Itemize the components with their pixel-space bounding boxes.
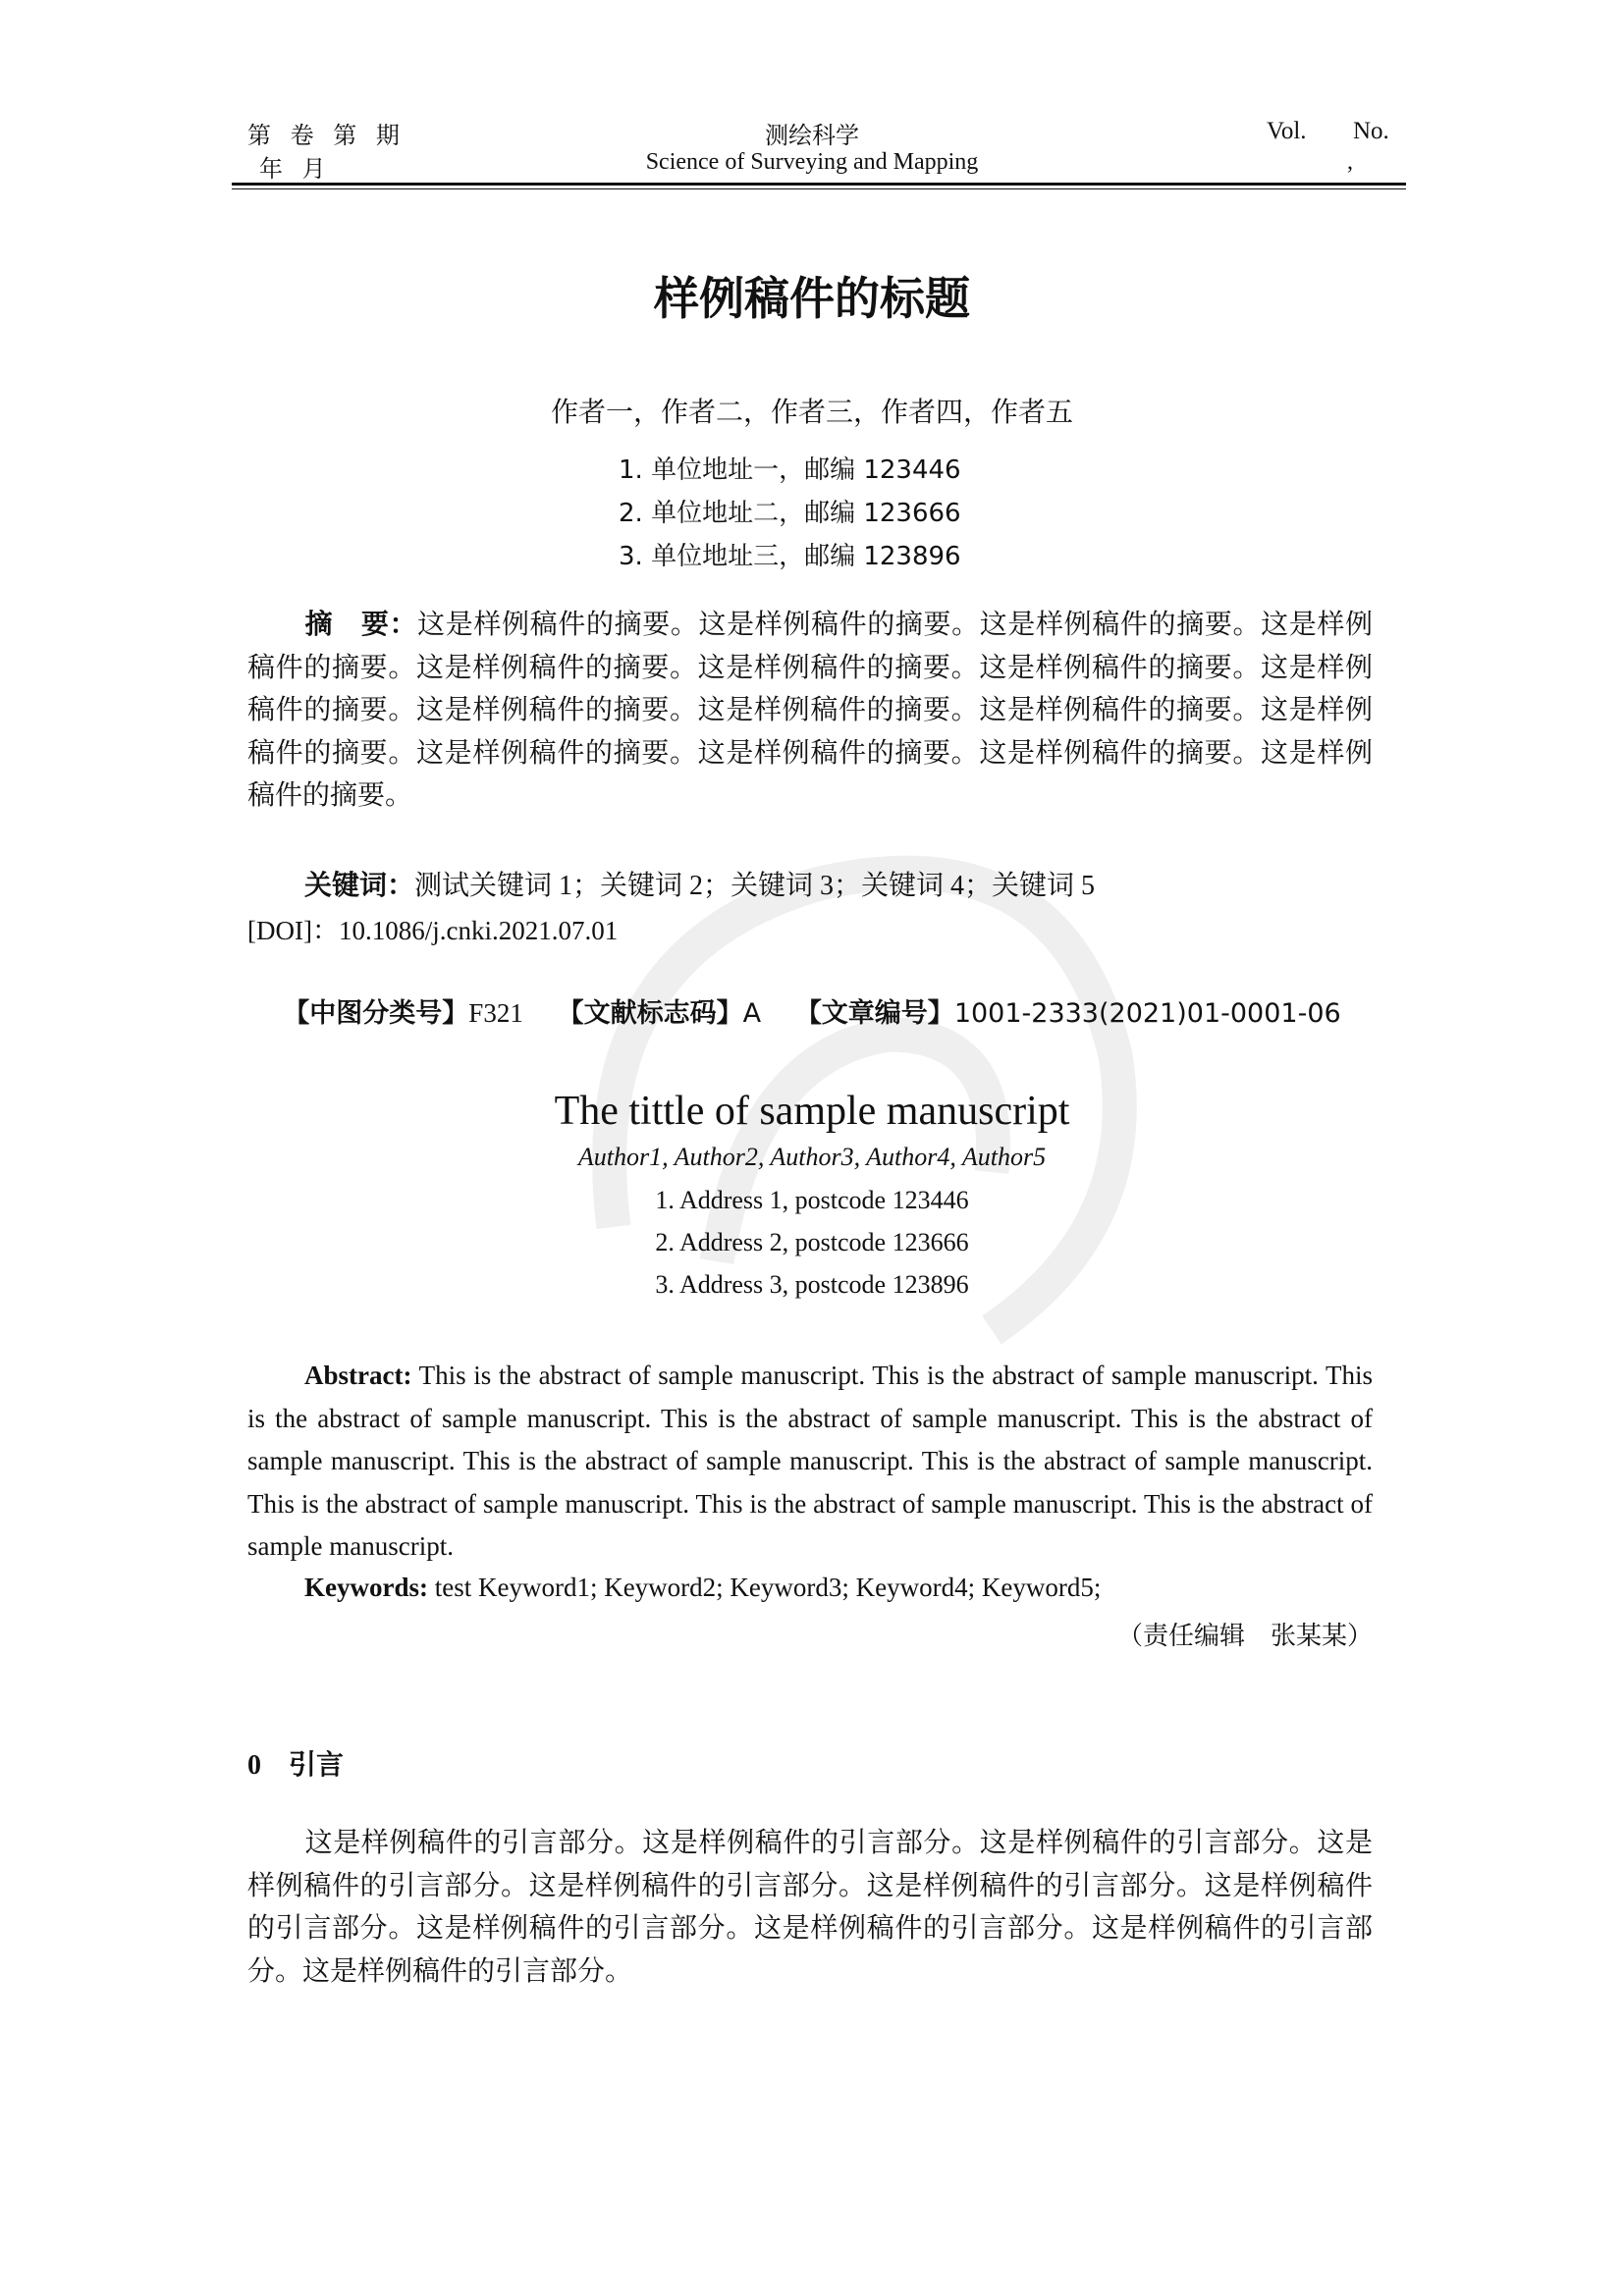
doc-code-value: A [742,998,762,1029]
section-body-text: 这是样例稿件的引言部分。这是样例稿件的引言部分。这是样例稿件的引言部分。这是样例稿件的引言部分。这是样例稿件的引言部分。这是样例稿件的引言部分。这是样例稿件的引言部分。这是样例稿件的引言部分。这是样例稿件的引言部分。这是样例稿件的引言部分。这是样例稿件的引言部分。 [247,1828,1373,1987]
article-no-label: 【文章编号】 [794,998,954,1029]
header-rule-thin [232,188,1406,189]
header-journal-en: Science of Surveying and Mapping [645,149,979,175]
doc-code-label: 【文献标志码】 [557,998,743,1029]
doi-line [247,909,618,947]
keywords-en-text: test Keyword1; Keyword2; Keyword3; Keyword4; Keyword5; [427,1573,1102,1602]
header-no: No. [1353,118,1389,144]
header-issue-line1: 第 卷 第 期 [247,122,406,149]
section-number: 0 [247,1750,261,1781]
classification-line [0,991,1624,1030]
clc-value: F321 [468,998,523,1028]
keywords-cn-label: 关键词： [304,869,415,901]
keywords-en [304,1573,1101,1603]
header-issue-line2: 年 月 [259,155,332,183]
doi-text: ：10.1086/j.cnki.2021.07.01 [311,916,619,945]
abstract-en [247,1355,1373,1569]
article-no-value: 1001-2333(2021)01-0001-06 [953,998,1341,1029]
header-rule-thick [232,183,1406,186]
abstract-cn [247,603,1373,818]
header-journal-cn: 测绘科学 [765,122,859,149]
section-body [247,1822,1373,1993]
keywords-en-label: Keywords: [304,1573,428,1602]
header-comma: , [1347,149,1353,175]
affiliation-cn-2: 2. 单位地址二，邮编 123666 [619,499,961,528]
affiliation-cn-1: 1. 单位地址一，邮编 123446 [619,455,961,485]
affiliation-en-1: 1. Address 1, postcode 123446 [655,1186,969,1214]
affiliation-en-2: 2. Address 2, postcode 123666 [655,1228,969,1256]
keywords-cn [247,864,1373,903]
affiliation-en-3: 3. Address 3, postcode 123896 [655,1270,969,1299]
abstract-cn-text: 这是样例稿件的摘要。这是样例稿件的摘要。这是样例稿件的摘要。这是样例稿件的摘要。这是样例稿件的摘要。这是样例稿件的摘要。这是样例稿件的摘要。这是样例稿件的摘要。这是样例稿件的摘要。这是样例稿件的摘要。这是样例稿件的摘要。这是样例稿件的摘要。这是样例稿件的摘要。这是样例稿件的摘要。这是样例稿件的摘要。这是样例稿件的摘要。 [247,610,1373,812]
paper-title-cn: 样例稿件的标题 [654,272,970,325]
section-title: 引言 [289,1748,345,1781]
section-heading [247,1743,344,1783]
affiliation-cn-3: 3. 单位地址三，邮编 123896 [619,542,961,571]
paper-title-en: The tittle of sample manuscript [554,1089,1070,1134]
abstract-cn-label: 摘 要： [304,608,418,640]
responsible-editor: （责任编辑 张某某） [1116,1622,1373,1651]
authors-cn: 作者一，作者二，作者三，作者四，作者五 [550,396,1073,428]
header-vol: Vol. [1267,118,1307,144]
authors-en: Author1, Author2, Author3, Author4, Author5 [577,1143,1047,1171]
keywords-cn-text: 测试关键词 1；关键词 2；关键词 3；关键词 4；关键词 5 [414,871,1096,901]
clc-label: 【中图分类号】 [283,998,469,1029]
abstract-en-label: Abstract: [304,1361,412,1390]
doi-label: [DOI] [247,916,312,945]
abstract-en-text: This is the abstract of sample manuscript. This is the abstract of sample manuscript. This is the abstract of sample manuscript. This is the abstract of sample manuscript. This is the abstract of sample manuscript. This is the abstract of sample manuscript. This is the abstract of sample manuscript. This is the abstract of sample manuscript. This is the abstract of sample manuscript. This is the abstract of sample manuscript. [247,1361,1373,1562]
